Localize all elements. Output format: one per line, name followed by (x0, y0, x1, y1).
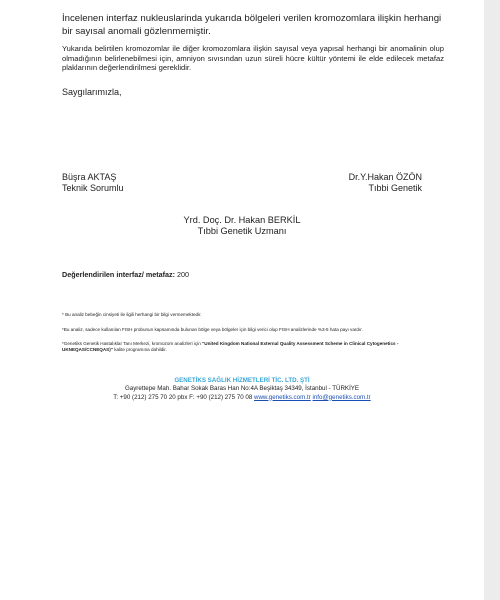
signer-name: Büşra AKTAŞ (62, 172, 117, 182)
note-quality-prefix: *Genetiks Genetik Hastalıklar Tanı Merkezi, kromozom analizleri için (62, 341, 201, 346)
finding-paragraph: İncelenen interfaz nukleuslarinda yukarıda bölgeleri verilen kromozomlara ilişkin herhangi bir sayısal anomali gözlenmemiştir. (62, 13, 442, 37)
company-address: Gayrettepe Mah. Bahar Sokak Baras Han No:4A Beşiktaş 34349, İstanbul - TÜRKİYE (124, 385, 360, 393)
contact-line (0, 394, 484, 402)
note-quality-scheme: "United Kingdom National External Quality Assessment Scheme in Clinical Cytogenetics - UKNEQAS/CCNEQAS)" (62, 341, 399, 353)
evaluated-count (62, 270, 189, 279)
email-link[interactable]: info@genetiks.com.tr (312, 393, 371, 401)
page-edge (484, 0, 500, 600)
note-quality-program (62, 341, 442, 353)
company-name: GENETİKS SAĞLIK HİZMETLERİ TİC. LTD. ŞTİ (174, 377, 310, 384)
letterhead-footer (0, 377, 484, 402)
signature-medical-genetics (349, 172, 422, 194)
phone-fax: T: +90 (212) 275 70 20 pbx F: +90 (212) 275 70 08 (113, 393, 253, 401)
signer-name: Yrd. Doç. Dr. Hakan BERKİL (183, 215, 301, 225)
note-fish-error: *Bu analiz, sadece kullanılan FISH probunun kapsamında bulunan bölge veya bölgeler için bilgi verici olup FISH analizlerinde %3-5 hata payı vardır. (62, 327, 363, 332)
evaluated-count-value: 200 (177, 270, 190, 279)
note-gender: * Bu analiz bebeğin cinsiyeti ile ilgili herhangi bir bilgi vermemektedir. (62, 312, 202, 317)
note-quality-suffix: kalite programına dahildir. (114, 347, 167, 353)
signer-title: Teknik Sorumlu (62, 183, 124, 193)
recommendation-paragraph: Yukarıda belirtilen kromozomlar ile diğer kromozomlara ilişkin sayısal veya yapısal herhangi bir anomalinin olup olmadığının belirlenebilmesi için, amniyon sıvısından uzun süreli hücre kültür yöntemi ile elde edilecek metafaz plaklarının değerlendirilmesi gereklidir. (62, 44, 444, 73)
website-link[interactable]: www.genetiks.com.tr (254, 393, 311, 401)
signer-title: Tıbbi Genetik Uzmanı (197, 226, 287, 236)
signer-name: Dr.Y.Hakan ÖZÖN (348, 172, 422, 182)
signature-technical-manager (62, 172, 124, 194)
evaluated-count-label: Değerlendirilen interfaz/ metafaz: (62, 270, 176, 279)
signature-specialist (0, 215, 484, 237)
closing-text: Saygılarımızla, (62, 87, 122, 97)
signer-title: Tıbbi Genetik (368, 183, 422, 193)
